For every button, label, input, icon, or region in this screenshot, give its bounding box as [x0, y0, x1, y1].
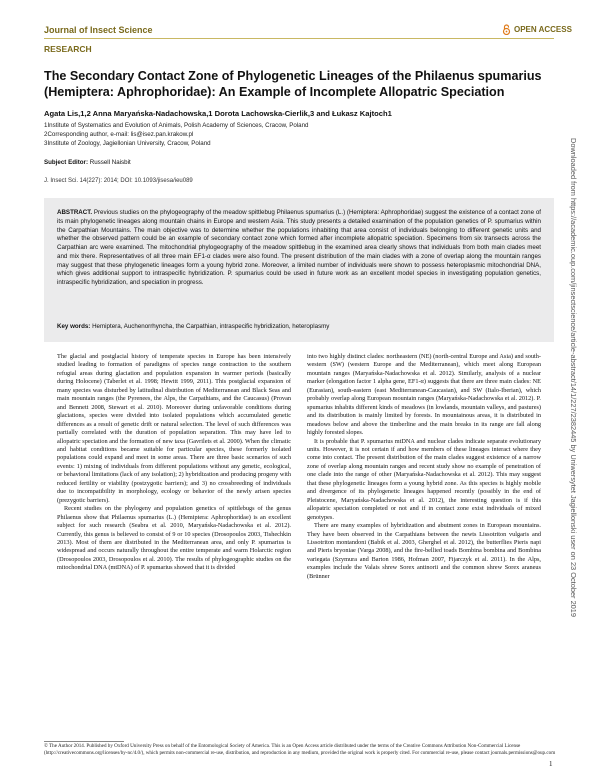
download-side-note: Downloaded from https://academic.oup.com/jinsectscience/article-abstract/14/1/227/2382445 by Uniwersytet Jagiellonski user on 23 October 2019 [569, 138, 578, 618]
section-label: RESEARCH [44, 44, 92, 54]
body-paragraph: Recent studies on the phylogeny and population genetics of spittlebugs of the genus Philaenus show that Philaenus spumarius (L.) (Hemiptera: Aphrophoridae) is an excellent subject for such research (Seabra et al. 2010, Maryańska-Nadachowska et al. 2012). Currently, this genus is believed to consist of 9 or 10 species (Drosopoulos 2003, Tishechkin 2013). Most of them are distributed in the Mediterranean area, and only P. spumarius is widespread and occurs naturally throughout the entire temperate and warm Holarctic region (Drosopoulos 2003, Drosopoulos et al. 2010). The results of phylogeographic studies on the mitochondrial DNA (mtDNA) of P. spumarius showed that it is divided [57, 505, 291, 572]
abstract [57, 209, 541, 288]
open-access-badge [502, 24, 572, 35]
citation-line: J. Insect Sci. 14(227): 2014; DOI: 10.1093/jisesa/ieu089 [44, 178, 193, 184]
keywords-text: Hemiptera, Auchenorrhyncha, the Carpathian, intraspecific hybridization, heteroplasmy [92, 323, 330, 330]
subject-editor-name: Russell Naisbit [89, 159, 131, 166]
open-access-label: OPEN ACCESS [514, 25, 572, 34]
abstract-label: ABSTRACT. [57, 209, 93, 216]
body-paragraph: It is probable that P. spumarius mtDNA and nuclear clades indicate separate evolutionary units. However, it is not certain if and how members of these lineages interact where they come into contact. The present distribution of the main clades suggest existence of a narrow zone of overlap along mountain ranges and recent study show no example of penetration of one clade into the range of other (Maryańska-Nadachowska et al. 2012). This may suggest that these phylogenetic lineages form a young hybrid zone. As this species is highly mobile and divergence of its phylogenetic lineages happened recently (possibly in the end of Pleistocene, Maryańska-Nadachowska et al. 2012), the interesting question is if this allopatric speciation completed or not and if in contact zone exist individuals of mixed genotypes. [307, 437, 541, 521]
body-column-left [57, 353, 291, 573]
footnote-rule [44, 741, 124, 742]
affiliation-3: 3Institute of Zoology, Jagiellonian University, Cracow, Poland [44, 140, 211, 147]
body-column-right [307, 353, 541, 581]
body-paragraph: The glacial and postglacial history of temperate species in Europe has been intensively studied leading to formation of paradigms of species range contraction to the southern refugial areas during glaciation and population expansion in warmer periods (basically during Holocene) (Taberlet et al. 1998; Hewitt 1999, 2011). This postglacial expansion of many species was disturbed by latitudinal distribution of Mediterranean and Black Seas and main mountain ranges (the Pyrenees, the Alps, the Carpathians, and the Caucasus) (Provan and Bennett 2008, Stewart et al. 2010). Moreover during unfavorable conditions during glaciations, species were divided into isolated populations which accumulated genetic differences as a result of genetic drift or natural selection. The level of such differences was partially correlated with the duration of population separation. This may have led to allopatric speciation and the formation of new taxa (Gavrilets et al. 2000). When the climatic and habitat conditions became suitable for particular species, these formerly isolated populations could expand and meet in some areas. There are three basic scenarios of such events: 1) mixing of individuals from different populations without any genetic, ecological, or behavioral limitations (lack of any isolation); 2) hybridization and producing progeny with reduced fertility or viability (postzygotic barriers); and 3) no crossbreeding of individuals due to incompatibility in morphology, ecology or behavior of the newly arisen species (prezygotic barriers). [57, 353, 291, 504]
article-title: The Secondary Contact Zone of Phylogenetic Lineages of the Philaenus spumarius (Hemiptera: Aphrophoridae): An Example of Incomplete Allopatric Speciation [44, 69, 542, 99]
subject-editor-label: Subject Editor: [44, 159, 89, 166]
license-footnote: © The Author 2014. Published by Oxford University Press on behalf of the Entomological Society of America. This is an Open Access article distributed under the terms of the Creative Commons Attribution Non-Commercial License (http://creativecommons.org/licenses/by-nc/4.0/), which permits non-commercial re-use, distribution, and reproduction in any medium, provided the original work is properly cited. For commercial re-use, please contact journals.permissions@oup.com [44, 743, 556, 756]
affiliation-2: 2Corresponding author, e-mail: lis@isez.pan.krakow.pl [44, 131, 194, 138]
open-access-lock-icon [502, 24, 511, 35]
affiliation-1: 1Institute of Systematics and Evolution of Animals, Polish Academy of Sciences, Cracow, Poland [44, 122, 309, 129]
header-rule [44, 38, 554, 39]
page-number: 1 [549, 760, 553, 768]
journal-name: Journal of Insect Science [44, 25, 153, 35]
keywords [57, 323, 541, 330]
author-list: Agata Lis,1,2 Anna Maryańska-Nadachowska,1 Dorota Lachowska-Cierlik,3 and Łukasz Kajtoch1 [44, 109, 392, 118]
abstract-text: Previous studies on the phylogeography of the meadow spittlebug Philaenus spumarius (L.) (Hemiptera: Aphrophoridae) suggest the existence of a contact zone of its main phylogenetic lineages along mountain chains in Europe and western Asia. This study presents a detailed examination of the population genetics of P. spumarius within the Carpathian Mountains. The main objective was to determine whether the populations inhabiting that area consist of individuals belonging to different genetic units and whether the observed pattern could be an example of secondary contact zone which formed after incomplete allopatric speciation. Specimens from six transects across the Carpathian arc were examined. The mitochondrial phylogeography of the meadow spittlebug in the examined area clearly shows that individuals from both main clades meet and mix there. Representatives of all three main EF1-α clades were also found. The present distribution of the main clades with a zone of overlap along the mountain ranges may suggest that these phylogenetic lineages form a young hybrid zone. Moreover, a limited number of individuals were shown to possess heteroplasmic mitochondrial DNA, which gives additional support to intraspecific hybridization. P. spumarius could be used in future work as an excellent model species in investigating population genetics, intraspecific hybridization, and speciation in progress. [57, 209, 541, 286]
keywords-label: Key words: [57, 323, 91, 330]
body-paragraph: There are many examples of hybridization and abutment zones in European mountains. They have been observed in the Carpathians between the newts Lissotriton vulgaris and Lissotriton montandoni (Babik et al. 2003, Gherghel et al. 2012), the butterflies Pieris napi and Pieris bryoniae (Varga 2008), and the fire-bellied toads Bombina bombina and Bombina variegata (Szymura and Barton 1986, Hofman 2007, Fijarczyk et al. 2011). In the Alps, examples include the Valais shrew Sorex antinorii and the common shrew Sorex araneus (Brünner [307, 522, 541, 580]
body-paragraph: into two highly distinct clades: northeastern (NE) (north-central Europe and Asia) and south-western (SW) (western Europe and the Mediterranean), which meet along European mountain ranges (Maryańska-Nadachowska et al. 2012). Similarly, analysis of a nuclear marker (elongation factor 1 alpha gene, EF1-α) suggests that there are three main clades: NE (Eurasian), south-eastern (east Mediterranean-Caucasian), and SW (Italo-Iberian), which probably overlap along European mountain ranges (Maryańska-Nadachowska et al. 2012). P. spumarius inhabits different kinds of meadows (in lowlands, mountain valleys, and pastures) and its distribution is mainly limited by forests. In mountainous areas, it is distributed in meadows below and above the timberline and the main breaks in its range are fall along highly forested slopes. [307, 353, 541, 437]
subject-editor [44, 159, 131, 166]
